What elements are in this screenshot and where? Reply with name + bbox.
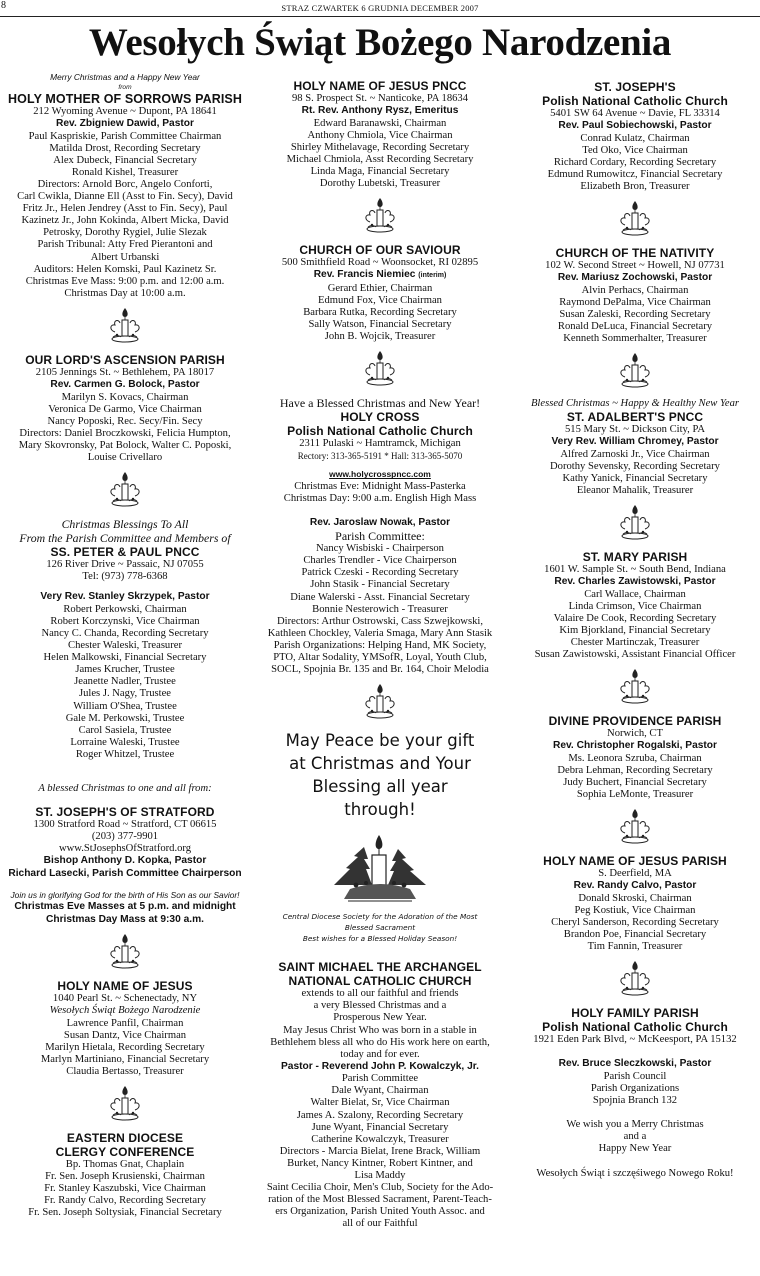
message-line: May Jesus Christ Who was born in a stable in (283, 1024, 477, 1036)
officer-line: Kim Bjorkland, Financial Secretary (559, 625, 711, 637)
officer-line: Fr. Sen. Joseph Krusienski, Chairman (45, 1171, 205, 1183)
address: Norwich, CT (607, 728, 663, 740)
officer-line: Marilyn Hietala, Recording Secretary (45, 1041, 205, 1053)
caption-line: Central Diocese Society for the Adoration of the Most (282, 912, 478, 922)
officer-line: Barbara Rutka, Recording Secretary (303, 306, 457, 318)
officer-line: Charles Trendler - Vice Chairperson (303, 555, 457, 567)
chairperson: Richard Lasecki, Parish Committee Chairperson (8, 867, 242, 879)
officer-line: Robert Korczynski, Vice Chairman (50, 615, 200, 627)
pastor: Rev. Bruce Sleczkowski, Pastor (558, 1058, 712, 1070)
greeting: A blessed Christmas to one and all from: (38, 782, 212, 794)
officer-line: Kenneth Sommerhalter, Treasurer (563, 333, 707, 345)
officer-line: Parish Organizations (590, 1083, 680, 1095)
st-mary-parish-ad (510, 550, 760, 661)
officer-line: Brandon Poe, Financial Secretary (563, 929, 707, 941)
column-left (0, 72, 250, 1219)
officer-line: Marilyn S. Kovacs, Chairman (61, 391, 189, 403)
officer-line: Helen Malkowski, Financial Secretary (43, 652, 207, 664)
message-line: extends to all our faithful and friends (301, 988, 459, 1000)
officer-line: William O'Shea, Trustee (73, 700, 177, 712)
st-josephs-stratford-ad (0, 783, 250, 926)
address: 515 Mary St. ~ Dickson City, PA (564, 424, 706, 436)
candle-icon (617, 959, 653, 999)
officer-line: Susan Zawistowski, Assistant Financial Officer (534, 649, 736, 661)
officer-line: Ted Oko, Vice Chairman (582, 144, 688, 156)
candle-icon (617, 807, 653, 847)
candle-icon (617, 667, 653, 707)
candle-icon (617, 503, 653, 543)
st-josephs-davie-ad (510, 80, 760, 193)
address: 126 River Drive ~ Passaic, NJ 07055 (46, 559, 204, 571)
from-label: from (118, 84, 132, 91)
officer-line: Kazinetz Jr., John Kokinda, Albert Micka, David (21, 215, 229, 227)
holy-family-ad (510, 1006, 760, 1179)
officer-line: Jules J. Nagy, Trustee (78, 688, 171, 700)
officer-line: Valaire De Cook, Recording Secretary (553, 612, 717, 624)
committee-heading: Parish Committee: (335, 529, 425, 544)
officer-line: Linda Maga, Financial Secretary (310, 165, 450, 177)
officer-line: Edmund Rumowitcz, Financial Secretary (547, 168, 723, 180)
address: S. Deerfield, MA (598, 868, 672, 880)
officer-line: Ronald DeLuca, Financial Secretary (557, 320, 713, 332)
parish-name: ST. JOSEPH'S OF STRATFORD (35, 805, 215, 820)
candle-icon (362, 682, 398, 722)
page-header (0, 0, 760, 17)
pastor: Rev. Zbigniew Dawid, Pastor (56, 118, 194, 130)
website-link[interactable]: www.holycrosspncc.com (329, 469, 431, 480)
officer-line: Chester Martinczak, Treasurer (570, 637, 700, 649)
greeting: Wesołych Świąt Bożego Narodzenie (49, 1005, 201, 1017)
greeting: From the Parish Committee and Members of (19, 531, 231, 546)
officer-line: Christmas Day at 10:00 a.m. (64, 287, 186, 299)
parish-name: HOLY NAME OF JESUS PNCC (293, 79, 467, 93)
officer-line: Nancy Wisbiski - Chairperson (316, 543, 444, 555)
officer-line: Ronald Kishel, Treasurer (71, 166, 179, 178)
ss-peter-paul-ad (0, 517, 250, 761)
candle-icon (107, 306, 143, 346)
officer-line: Directors: Arnold Borc, Angelo Conforti, (37, 178, 213, 190)
officer-line: Diane Walerski - Asst. Financial Secretary (290, 591, 470, 603)
column-middle (255, 79, 505, 1231)
officer-line: Tim Fannin, Treasurer (587, 941, 683, 953)
address: 1040 Pearl St. ~ Schenectady, NY (52, 993, 198, 1005)
officer-line: Petrosky, Dorothy Rygiel, Julie Slezak (43, 227, 207, 239)
page-number: 8 (1, 0, 6, 11)
officer-line: Directors - Marcia Bielat, Irene Brack, William (279, 1145, 481, 1157)
mass-times: Christmas Eve Masses at 5 p.m. and midnight (14, 901, 236, 913)
officer-line: Dorothy Lubetski, Treasurer (319, 178, 441, 190)
officer-line: Albert Urbanski (90, 251, 160, 263)
officer-line: Veronica De Garmo, Vice Chairman (48, 403, 202, 415)
officer-line: Peg Kostiuk, Vice Chairman (574, 905, 696, 916)
greeting: Blessed Christmas ~ Happy & Healthy New Year (530, 398, 740, 410)
pastor: Rev. Carmen G. Bolock, Pastor (50, 379, 200, 390)
officer-line: James Krucher, Trustee (75, 664, 175, 676)
officer-line: Bp. Thomas Gnat, Chaplain (65, 1159, 185, 1170)
officer-line: Alfred Zarnoski Jr., Vice Chairman (560, 448, 710, 460)
holy-name-schenectady-ad (0, 979, 250, 1078)
pastor: Very Rev. Stanley Skrzypek, Pastor (40, 591, 210, 603)
officer-line: Susan Zaleski, Recording Secretary (559, 308, 711, 320)
officer-line: Carl Cwikla, Dianne Ell (Asst to Fin. Secy), David (17, 191, 233, 203)
officer-line: Gerard Ethier, Chairman (327, 282, 433, 294)
officer-line: Parish Committee (341, 1073, 419, 1085)
officer-line: Saint Cecilia Choir, Men's Club, Society for the Ado- (266, 1182, 494, 1194)
officer-line: Fr. Stanley Kaszubski, Vice Chairman (44, 1183, 206, 1195)
officer-line: Edmund Fox, Vice Chairman (318, 294, 442, 306)
divine-providence-ad (510, 714, 760, 801)
officer-line: Fr. Randy Calvo, Recording Secretary (44, 1195, 206, 1207)
address: 98 S. Prospect St. ~ Nanticoke, PA 18634 (291, 93, 469, 104)
church-name: NATIONAL CATHOLIC CHURCH (288, 974, 472, 989)
parish-name: HOLY NAME OF JESUS PARISH (543, 854, 727, 869)
officer-line: Walter Bielat, Sr, Vice Chairman (310, 1097, 450, 1109)
officer-line: John Stasik - Financial Secretary (310, 579, 450, 591)
parish-name: SAINT MICHAEL THE ARCHANGEL (278, 960, 482, 975)
officer-line: Kathleen Chockley, Valeria Smaga, Mary Ann Stasik (267, 627, 493, 639)
officer-line: ers Organization, Parish United Youth Assoc. and (275, 1206, 485, 1218)
st-adalberts-ad (510, 398, 760, 497)
address: 500 Smithfield Road ~ Woonsocket, RI 02895 (281, 257, 479, 269)
address: 1300 Stratford Road ~ Stratford, CT 06615 (33, 819, 217, 831)
column-right (510, 72, 760, 1180)
message-line: a very Blessed Christmas and a (313, 1000, 447, 1012)
caption-line: Best wishes for a Blessed Holiday Season! (302, 934, 458, 944)
officer-line: Richard Cordary, Recording Secretary (553, 156, 717, 168)
parish-name: OUR LORD'S ASCENSION PARISH (25, 352, 225, 367)
officer-line: Gale M. Perkowski, Trustee (65, 712, 185, 724)
officer-line: all of our Faithful (342, 1218, 418, 1230)
caption-line: Blessed Sacrament (344, 923, 416, 933)
parish-name: ST. JOSEPH'S (594, 80, 676, 94)
church-name: Polish National Catholic Church (542, 94, 728, 108)
officer-line: Nancy Poposki, Rec. Secy/Fin. Secy (47, 415, 203, 427)
officer-line: Alvin Perhacs, Chairman (581, 284, 689, 296)
officer-line: Christmas Eve Mass: 9:00 p.m. and 12:00 a.m. (25, 275, 225, 287)
mass-times: Christmas Day: 9:00 a.m. English High Mass (283, 492, 477, 504)
officer-line: Carol Sasiela, Trustee (78, 724, 172, 736)
telephone: Tel: (973) 778-6368 (82, 571, 168, 583)
parish-name: HOLY NAME OF JESUS (57, 979, 193, 994)
address: 2105 Jennings St. ~ Bethlehem, PA 18017 (35, 366, 215, 378)
page-title: Wesołych Świąt Bożego Narodzenia (88, 21, 672, 64)
greeting: Christmas Blessings To All (61, 517, 189, 532)
phones: Rectory: 313-365-5191 * Hall: 313-365-5070 (297, 451, 463, 462)
officer-line: Susan Dantz, Vice Chairman (63, 1029, 187, 1041)
central-diocese-caption (270, 911, 490, 944)
officer-line: Kathy Yanick, Financial Secretary (562, 473, 708, 484)
peace-greeting (260, 729, 500, 821)
officer-line: Elizabeth Bron, Treasurer (580, 180, 690, 192)
candle-icon (362, 196, 398, 236)
church-of-our-saviour-ad (255, 243, 505, 343)
officer-line: Carl Wallace, Chairman (584, 588, 686, 600)
officer-line: Parish Tribunal: Atty Fred Pierantoni and (37, 239, 213, 251)
officer-line: Raymond DePalma, Vice Chairman (559, 296, 711, 308)
pastor: Rev. Christopher Rogalski, Pastor (553, 740, 717, 752)
officer-line: PTO, Altar Sodality, YMSofR, Loyal, Youth Club, (273, 652, 487, 664)
officer-line: Judy Buchert, Financial Secretary (563, 777, 707, 789)
officer-line: Dale Wyant, Chairman (331, 1085, 429, 1097)
officer-line: Mary Skovronsky, Pat Bolock, Walter C. Poposki, (18, 439, 232, 451)
pastor: Very Rev. William Chromey, Pastor (551, 436, 719, 448)
interim-note: (interim) (418, 272, 447, 280)
officer-line: James A. Szalony, Recording Secretary (296, 1109, 464, 1121)
officer-line: June Wyant, Financial Secretary (311, 1121, 449, 1133)
holy-mother-of-sorrows-ad (0, 72, 250, 300)
parish-name: HOLY MOTHER OF SORROWS PARISH (8, 92, 242, 106)
message-line: today and for ever. (340, 1048, 420, 1060)
candle-icon (107, 1084, 143, 1124)
wish-line: Happy New Year (598, 1143, 672, 1155)
officer-line: Catherine Kowalczyk, Treasurer (311, 1133, 449, 1145)
peace-line: at Christmas and Your (289, 754, 471, 774)
officer-line: Claudia Bertasso, Treasurer (66, 1065, 184, 1077)
our-lords-ascension-ad (0, 353, 250, 464)
org-name: EASTERN DIOCESE (66, 1131, 184, 1145)
address: 1601 W. Sample St. ~ South Bend, Indiana (544, 564, 726, 576)
parish-name: CHURCH OF THE NATIVITY (555, 246, 715, 261)
officer-line: Matilda Drost, Recording Secretary (49, 142, 201, 154)
officer-line: Parish Organizations: Helping Hand, MK Society, (273, 639, 487, 651)
officer-line: Dorothy Sevensky, Recording Secretary (550, 460, 720, 472)
holy-cross-ad (255, 396, 505, 676)
officer-line: Edward Baranawski, Chairman (313, 117, 447, 129)
pastor: Rev. Mariusz Zochowski, Pastor (557, 272, 713, 284)
officer-line: Directors: Daniel Broczkowski, Felicia Humpton, (19, 427, 231, 439)
officer-line: Louise Crivellaro (87, 451, 163, 463)
officer-line: Jeanette Nadler, Trustee (74, 676, 176, 688)
greeting: Have a Blessed Christmas and New Year! (279, 396, 481, 411)
pastor-line (255, 269, 505, 283)
church-of-the-nativity-ad (510, 246, 760, 345)
officer-line: Conrad Kulatz, Chairman (580, 132, 690, 144)
officer-line: Ms. Leonora Szruba, Chairman (568, 752, 702, 764)
officer-line: Paul Kaspriskie, Parish Committee Chairman (28, 130, 222, 142)
officer-line: Eleanor Mahalik, Treasurer (576, 485, 694, 497)
officer-line: Auditors: Helen Komski, Paul Kazinetz Sr. (33, 263, 217, 275)
officer-line: Fritz Jr., Helen Jendrey (Asst to Fin. Secy), Paul (22, 203, 228, 215)
address: 2311 Pulaski ~ Hamtramck, Michigan (299, 438, 461, 450)
officer-line: Alex Dubeck, Financial Secretary (53, 154, 197, 166)
officer-line: Directors: Arthur Ostrowski, Cass Szwejkowski, (277, 615, 483, 627)
pastor: Rev. Francis Niemiec (313, 269, 416, 281)
holy-name-deerfield-ad (510, 854, 760, 953)
officer-line: Patrick Czeski - Recording Secretary (301, 567, 459, 579)
address: 102 W. Second Street ~ Howell, NJ 07731 (545, 260, 725, 272)
address: 5401 SW 64 Avenue ~ Davie, FL 33314 (550, 108, 720, 119)
officer-line: ration of the Most Blessed Sacrament, Parent-Teach- (268, 1194, 492, 1206)
parish-name: CHURCH OF OUR SAVIOUR (299, 243, 461, 258)
parish-name: DIVINE PROVIDENCE PARISH (548, 714, 722, 729)
pastor: Pastor - Reverend John P. Kowalczyk, Jr. (281, 1060, 479, 1072)
pastor: Bishop Anthony D. Kopka, Pastor (43, 855, 207, 867)
officer-line: Marlyn Martiniano, Financial Secretary (40, 1053, 210, 1065)
holy-name-nanticoke-ad (255, 79, 505, 190)
peace-line: May Peace be your gift (285, 731, 475, 751)
church-name: Polish National Catholic Church (542, 1020, 728, 1035)
officer-line: Debra Lehman, Recording Secretary (557, 765, 713, 777)
officer-line: Fr. Sen. Joseph Soltysiak, Financial Secretary (28, 1207, 222, 1219)
pastor: Rev. Jaroslaw Nowak, Pastor (309, 516, 451, 528)
parish-name: SS. PETER & PAUL PNCC (50, 545, 200, 560)
officer-line: Bonnie Nesterowich - Treasurer (312, 603, 448, 615)
address: 212 Wyoming Avenue ~ Dupont, PA 18641 (33, 106, 217, 117)
candle-icon (617, 351, 653, 391)
polish-wish: Wesołych Świąt i szczęśiwego Nowego Roku! (536, 1167, 734, 1179)
officer-line: Parish Council (603, 1070, 667, 1082)
running-head: STRAZ CZWARTEK 6 GRUDNIA DECEMBER 2007 (281, 3, 479, 13)
officer-line: Chester Waleski, Treasurer (68, 640, 182, 652)
pastor: Rev. Charles Zawistowski, Pastor (554, 576, 716, 588)
officer-line: Michael Chmiola, Asst Recording Secretary (286, 153, 474, 165)
peace-line: Blessing all year (312, 777, 448, 797)
address: 1921 Eden Park Blvd, ~ McKeesport, PA 15132 (533, 1034, 737, 1046)
parish-name: HOLY CROSS (340, 410, 420, 425)
officer-line: Linda Crimson, Vice Chairman (568, 600, 702, 612)
officer-line: Burket, Nancy Kintner, Robert Kintner, and (287, 1157, 473, 1169)
officer-line: Shirley Mithelavage, Recording Secretary (290, 141, 470, 153)
wish-line: We wish you a Merry Christmas (566, 1119, 704, 1131)
wish-line: and a (623, 1131, 647, 1143)
mass-times: Christmas Eve: Midnight Mass-Pasterka (294, 480, 466, 492)
officer-line: Spojnia Branch 132 (592, 1095, 678, 1107)
saint-michael-ad (255, 960, 505, 1230)
officer-line: SOCL, Spojnia Br. 135 and Br. 164, Choir Melodia (271, 664, 489, 676)
invite: Join us in glorifying God for the birth of His Son as our Savior! (10, 890, 240, 901)
church-name: Polish National Catholic Church (287, 424, 473, 439)
officer-line: Anthony Chmiola, Vice Chairman (307, 129, 453, 141)
officer-line: Lawrence Panfil, Chairman (66, 1017, 184, 1029)
parish-name: ST. ADALBERT'S PNCC (566, 410, 704, 425)
phone: (203) 377-9901 (91, 831, 159, 843)
peace-line: through! (344, 800, 416, 820)
message-line: Bethlehem bless all who do His work here on earth, (270, 1036, 490, 1048)
officer-line: Nancy C. Chanda, Recording Secretary (41, 627, 209, 639)
parish-name: ST. MARY PARISH (582, 550, 688, 565)
officer-line: Sally Watson, Financial Secretary (308, 319, 452, 331)
officer-line: Roger Whitzel, Trustee (75, 748, 175, 760)
pastor: Rt. Rev. Anthony Rysz, Emeritus (301, 105, 459, 117)
officer-line: Donald Skroski, Chairman (578, 892, 692, 904)
greeting: Merry Christmas and a Happy New Year (50, 72, 200, 82)
pastor: Rev. Paul Sobiechowski, Pastor (558, 120, 712, 132)
website: www.StJosephsOfStratford.org (58, 843, 192, 855)
candle-icon (107, 932, 143, 972)
parish-name: HOLY FAMILY PARISH (571, 1006, 699, 1021)
org-name: CLERGY CONFERENCE (55, 1145, 195, 1159)
officer-line: John B. Wojcik, Treasurer (324, 331, 436, 343)
officer-line: Lorraine Waleski, Trustee (70, 736, 180, 748)
officer-line: Lisa Maddy (354, 1170, 406, 1182)
mass-times: Christmas Day Mass at 9:30 a.m. (46, 913, 204, 925)
eastern-diocese-ad (0, 1131, 250, 1219)
message-line: Prosperous New Year. (333, 1012, 427, 1024)
candle-icon (107, 470, 143, 510)
candle-icon (362, 349, 398, 389)
pastor: Rev. Randy Calvo, Pastor (573, 880, 697, 892)
officer-line: Sophia LeMonte, Treasurer (576, 789, 694, 801)
altar-candle-icon (320, 829, 440, 909)
officer-line: Cheryl Sanderson, Recording Secretary (551, 917, 719, 929)
candle-icon (617, 199, 653, 239)
officer-line: Robert Perkowski, Chairman (63, 603, 187, 615)
